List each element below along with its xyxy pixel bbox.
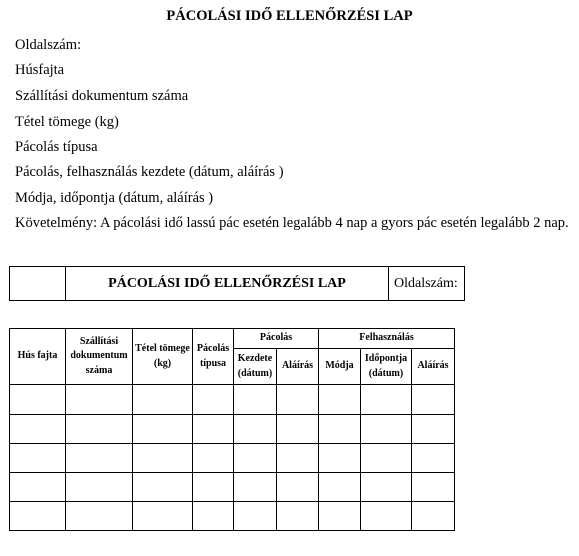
- field-curing-start: Pácolás, felhasználás kezdete (dátum, aláírás ): [15, 164, 284, 180]
- table-header-row: [10, 329, 455, 349]
- table-cell[interactable]: [319, 502, 361, 531]
- table-cell[interactable]: [193, 415, 234, 444]
- field-lot-weight: Tétel tömege (kg): [15, 114, 119, 130]
- table-cell[interactable]: [133, 502, 193, 531]
- col-header-lot-weight: Tétel tömege (kg): [133, 329, 193, 385]
- table-cell[interactable]: [319, 473, 361, 502]
- table-cell[interactable]: [66, 415, 133, 444]
- header-box-blank-cell: [10, 267, 66, 300]
- table-cell[interactable]: [361, 415, 412, 444]
- table-cell[interactable]: [277, 473, 319, 502]
- header-box-title: PÁCOLÁSI IDŐ ELLENŐRZÉSI LAP: [66, 267, 389, 300]
- table-cell[interactable]: [361, 502, 412, 531]
- table-cell[interactable]: [66, 502, 133, 531]
- table-cell[interactable]: [412, 473, 455, 502]
- col-header-time: Időpontja (dátum): [361, 349, 412, 385]
- table-cell[interactable]: [66, 385, 133, 415]
- table-cell[interactable]: [234, 415, 277, 444]
- page-title: PÁCOLÁSI IDŐ ELLENŐRZÉSI LAP: [166, 8, 413, 24]
- table-cell[interactable]: [361, 473, 412, 502]
- table-cell[interactable]: [193, 385, 234, 415]
- group-header-curing: Pácolás: [234, 329, 319, 349]
- col-header-curing-type: Pácolás típusa: [193, 329, 234, 385]
- table-cell[interactable]: [319, 385, 361, 415]
- table-cell[interactable]: [361, 444, 412, 473]
- table-cell[interactable]: [10, 385, 66, 415]
- table-cell[interactable]: [412, 385, 455, 415]
- table-cell[interactable]: [10, 444, 66, 473]
- table-cell[interactable]: [234, 502, 277, 531]
- header-box-page-label: Oldalszám:: [394, 275, 458, 291]
- table-cell[interactable]: [412, 444, 455, 473]
- col-header-method: Módja: [319, 349, 361, 385]
- table-cell[interactable]: [10, 473, 66, 502]
- field-meat-type: Húsfajta: [15, 62, 65, 78]
- header-box: [9, 266, 465, 301]
- field-shipping-document: Szállítási dokumentum száma: [15, 88, 189, 104]
- field-method-time: Módja, időpontja (dátum, aláírás ): [15, 190, 214, 206]
- table-cell[interactable]: [193, 473, 234, 502]
- col-header-meat-type: Hús fajta: [10, 329, 66, 385]
- table-cell[interactable]: [412, 502, 455, 531]
- table-cell[interactable]: [10, 415, 66, 444]
- table-cell[interactable]: [133, 385, 193, 415]
- col-header-signature-2: Aláírás: [412, 349, 455, 385]
- table-row: [10, 473, 455, 502]
- field-requirement: Követelmény: A pácolási idő lassú pác esetén legalább 4 nap a gyors pác esetén legalább 2 nap.: [15, 215, 569, 231]
- field-curing-type: Pácolás típusa: [15, 139, 98, 155]
- col-header-start-date: Kezdete (dátum): [234, 349, 277, 385]
- table-cell[interactable]: [277, 444, 319, 473]
- log-table: [9, 328, 455, 531]
- table-cell[interactable]: [193, 502, 234, 531]
- table-cell[interactable]: [133, 415, 193, 444]
- table-cell[interactable]: [412, 415, 455, 444]
- table-row: [10, 415, 455, 444]
- col-header-signature-1: Aláírás: [277, 349, 319, 385]
- field-page-number: Oldalszám:: [15, 37, 82, 53]
- table-row: [10, 385, 455, 415]
- table-cell[interactable]: [277, 415, 319, 444]
- table-cell[interactable]: [361, 385, 412, 415]
- table-cell[interactable]: [319, 444, 361, 473]
- table-cell[interactable]: [10, 502, 66, 531]
- col-header-shipping-doc: Szállítási dokumentum száma: [66, 329, 133, 385]
- table-cell[interactable]: [133, 444, 193, 473]
- table-cell[interactable]: [193, 444, 234, 473]
- table-cell[interactable]: [66, 444, 133, 473]
- group-header-usage: Felhasználás: [319, 329, 455, 349]
- table-cell[interactable]: [277, 385, 319, 415]
- table-cell[interactable]: [234, 444, 277, 473]
- table-cell[interactable]: [234, 385, 277, 415]
- table-cell[interactable]: [133, 473, 193, 502]
- table-cell[interactable]: [66, 473, 133, 502]
- table-cell[interactable]: [277, 502, 319, 531]
- table-row: [10, 444, 455, 473]
- table-row: [10, 502, 455, 531]
- table-cell[interactable]: [234, 473, 277, 502]
- table-cell[interactable]: [319, 415, 361, 444]
